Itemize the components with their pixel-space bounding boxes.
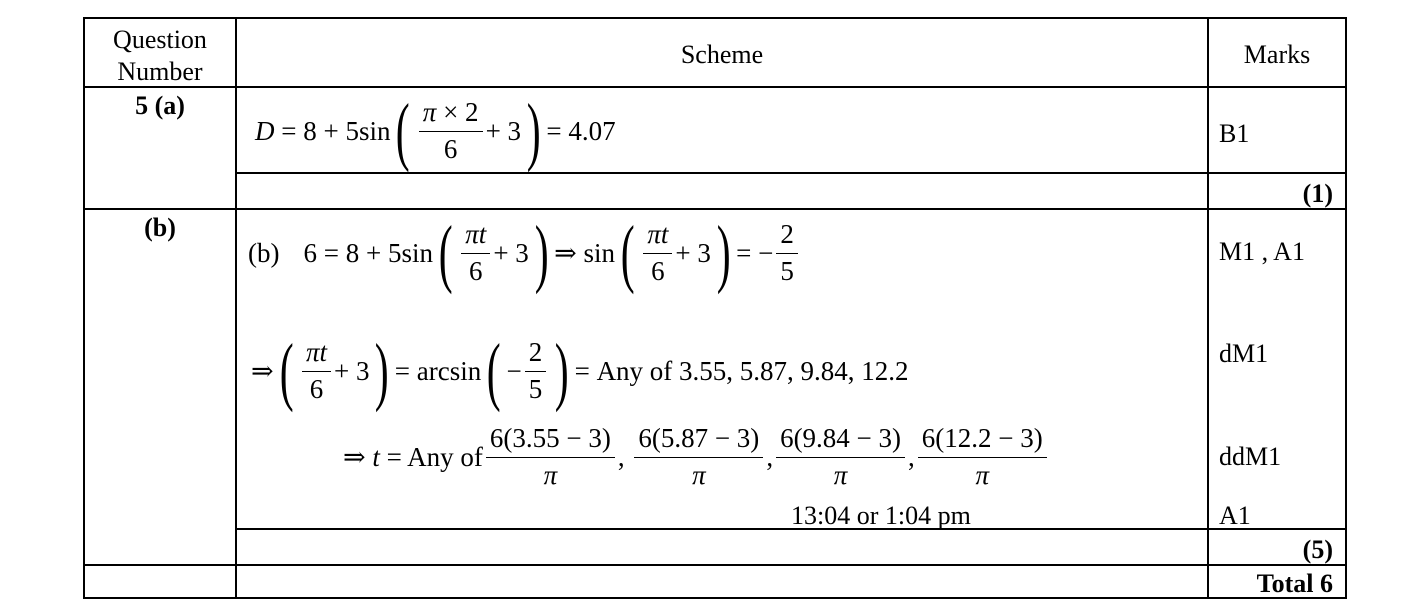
part-b-line3-equation: ⇒ t = Any of $\frac{6(3.55 - 3)}{\pi}$ , $\frac{6(5.87 - 3)}{\pi}$ , $\frac{6(9.84 - 3)}{\pi}$ , $\frac{6(12.2 - 3)}{\pi}$ <box>343 417 1050 497</box>
part-a-equation: D = 8 + 5 sin ( $\frac{\pi \times 2}{6}$ + 3 ) = 4.07 <box>255 88 616 173</box>
part-b-line1-prefix: (b) <box>248 237 280 268</box>
header-scheme: Scheme <box>680 40 764 69</box>
header-marks: Marks <box>1243 40 1311 69</box>
part-b-line2-equation: ⇒ ( $\frac{\pi t}{6}$ + 3 ) = arcsin ( − $\frac{2}{5}$ ) = Any of 3.55, 5.87, 9.84, 12.2 <box>251 328 909 413</box>
column-divider-2 <box>1207 19 1209 597</box>
part-a-mark: B1 <box>1219 119 1250 148</box>
part-b-line3-mark: ddM1 <box>1219 442 1282 471</box>
part-b-line1-mark: M1 , A1 <box>1219 237 1305 266</box>
part-b-line4-answer: 13:04 or 1:04 pm <box>791 501 971 530</box>
part-b-rule <box>85 208 1345 210</box>
total-rule <box>85 564 1345 566</box>
column-divider-1 <box>235 19 237 597</box>
part-a-subtotal: (1) <box>1302 179 1333 208</box>
part-b-line1-equation: (b) 6 = 8 + 5 sin ( $\frac{\pi t}{6}$ + 3 ) ⇒ sin ( $\frac{\pi t}{6}$ + 3 ) = − $\frac{2}{5}$ <box>248 215 801 291</box>
header-rule <box>85 86 1345 88</box>
total-marks: Total 6 <box>1256 569 1333 598</box>
mark-scheme-table <box>83 17 1347 599</box>
header-question-line1: Question <box>113 25 207 54</box>
part-b-label: (b) <box>144 213 176 242</box>
part-a-label: 5 (a) <box>135 91 185 120</box>
part-b-line4-mark: A1 <box>1219 501 1251 530</box>
header-question-line2: Number <box>117 57 203 86</box>
header-question-number <box>85 24 235 88</box>
part-b-line2-any-of: Any of 3.55, 5.87, 9.84, 12.2 <box>596 355 909 386</box>
part-b-subtotal: (5) <box>1302 535 1333 564</box>
part-b-line2-mark: dM1 <box>1219 339 1269 368</box>
